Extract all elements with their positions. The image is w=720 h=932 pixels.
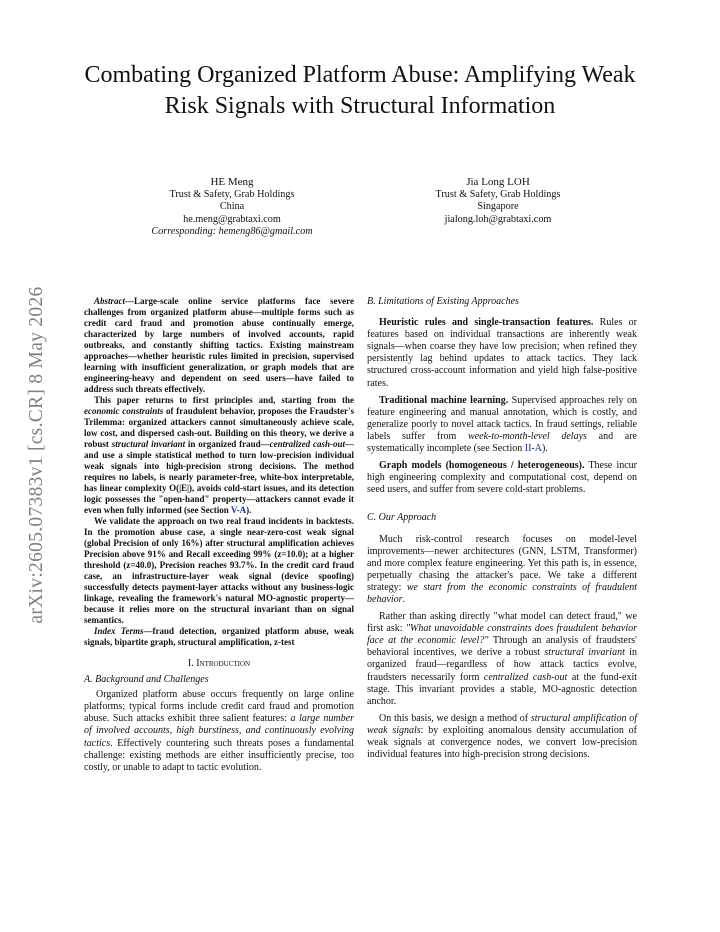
author-block-2 — [378, 176, 618, 226]
subsection-heading-background: A. Background and Challenges — [84, 674, 209, 686]
background-paragraph: Organized platform abuse occurs frequently on large online platforms; typical forms include credit card fraud and promotion abuse. Such attacks exhibit three salient features: a large number of involved accounts, high burstiness, and continuously evolving tactics. Effectively countering such threats poses a fundamental challenge: existing methods are either insufficiently precise, too costly, or unable to adapt to tactic evolution. — [84, 689, 354, 773]
paper-title: Combating Organized Platform Abuse: Amplifying Weak Risk Signals with Structural Information — [84, 62, 636, 119]
abstract-paragraph-1: Abstract—Large-scale online service platforms face severe challenges from organized platform abuse—multiple forms such as credit card fraud and promotion abuse continually emerge, characterized by large numbers of involved accounts, rapid outbreaks, and constantly shifting tactics. Existing mainstream approaches—whether heuristic rules limited in precision, supervised learning with insufficient generalization, or graph models that are engineering-heavy and dependent on seed users—have failed to address such threats effectively. — [84, 296, 354, 394]
arxiv-identifier[interactable]: arXiv:2605.07383v1 [cs.CR] 8 May 2026 — [26, 286, 47, 624]
author-affiliation: Trust & Safety, Grab Holdings — [435, 188, 561, 200]
approach-paragraph-3: On this basis, we design a method of structural amplification of weak signals: by exploiting anomalous density accumulation of weak signals at convergence nodes, we convert low-precision individual features into high-precision strong decisions. — [367, 712, 637, 761]
abstract-label: Abstract — [94, 296, 126, 306]
author-email[interactable]: jialong.loh@grabtaxi.com — [444, 213, 552, 225]
section-link[interactable]: V-A — [230, 505, 247, 515]
approach-paragraph-1: Much risk-control research focuses on model-level improvements—newer architectures (GNN, LSTM, Transformer) and more complex feature engineering. Yet this path is, in essence, perpetually chasing the attacker's pace. We take a different strategy: we start from the economic constraints of fraudulent behavior. — [367, 533, 637, 605]
limitation-heuristic: Heuristic rules and single-transaction features. Rules or features based on individual transactions are inherently weak signals—when coarse they have low precision; when refined they persistently lag behind updates to attack tactics. They lack structured cross-account information and yield high false-positive rates. — [367, 317, 637, 389]
author-email[interactable]: he.meng@grabtaxi.com — [183, 213, 281, 225]
approach-paragraph-2: Rather than asking directly "what model can detect fraud," we first ask: "What unavoidable constraints does fraudulent behavior face at the economic level?" Through an analysis of fraudsters' behavioral incentives, we derive a robust structural invariant in organized fraud—regardless of how attack tactics evolve, fraudsters necessarily form centralized cash-out at the fund-exit stage. This invariant provides a stable, MO-agnostic detection anchor. — [367, 611, 638, 707]
arxiv-sidebar — [22, 265, 52, 645]
author-name: Jia Long LOH — [466, 176, 530, 188]
subsection-heading-approach: C. Our Approach — [367, 512, 437, 524]
author-country: China — [219, 201, 245, 213]
section-heading-introduction: I. Introduction — [187, 658, 251, 669]
author-name: HE Meng — [210, 176, 254, 188]
author-block-1 — [112, 176, 352, 239]
abstract-paragraph-3: We validate the approach on two real fraud incidents in backtests. In the promotion abuse case, a single near-zero-cost weak signal (global Precision of only 16%) after structural amplification achieves Precision above 91% and Recall exceeding 99% (z=10.0); at a higher threshold (z=40.0), Precision reaches 93.7%. In the credit card fraud case, an infrastructure-layer weak signal (device spoofing) successfully detects payment-layer attacks without any business-logic linkage, revealing the framework's natural MO-agnostic property—because it relies more on the structural invariant than on signal semantics. — [84, 516, 354, 625]
right-column — [367, 296, 637, 761]
limitation-ml: Traditional machine learning. Supervised approaches rely on feature engineering and manual annotation, which is costly, and generalize poorly to novel attack tactics. In fraud settings, reliable labels suffer from week-to-month-level delays and are systematically incomplete (see Section II-A). — [367, 394, 637, 455]
abstract — [84, 296, 354, 648]
subsection-heading-limitations: B. Limitations of Existing Approaches — [367, 296, 519, 307]
left-column — [84, 296, 354, 774]
corresponding-email[interactable]: Corresponding: hemeng86@gmail.com — [151, 226, 313, 238]
author-country: Singapore — [477, 201, 519, 213]
index-terms: Index Terms—fraud detection, organized platform abuse, weak signals, bipartite graph, structural amplification, z-test — [84, 626, 354, 647]
section-link[interactable]: II-A — [524, 443, 542, 455]
abstract-paragraph-2: This paper returns to first principles and, starting from the economic constraints of fraudulent behavior, proposes the Fraudster's Trilemma: organized attackers cannot simultaneously achieve scale, low cost, and dispersed cash-out. Building on this theory, we derive a robust structural invariant in organized fraud—centralized cash-out—and use a simple statistical method to turn low-precision individual weak signals into high-precision strong decisions. The method requires no labels, is nearly parameter-free, white-box interpretable, has linear complexity O(|E|), avoids cold-start issues, and its detection logic possesses the "open-hand" property—attackers cannot evade it even when fully informed (see Section V-A). — [84, 395, 354, 515]
author-affiliation: Trust & Safety, Grab Holdings — [169, 188, 295, 200]
limitation-graph: Graph models (homogeneous / heterogeneous). These incur high engineering complexity and computational cost, depend on seed users, and suffer from severe cold-start problems. — [367, 460, 637, 496]
